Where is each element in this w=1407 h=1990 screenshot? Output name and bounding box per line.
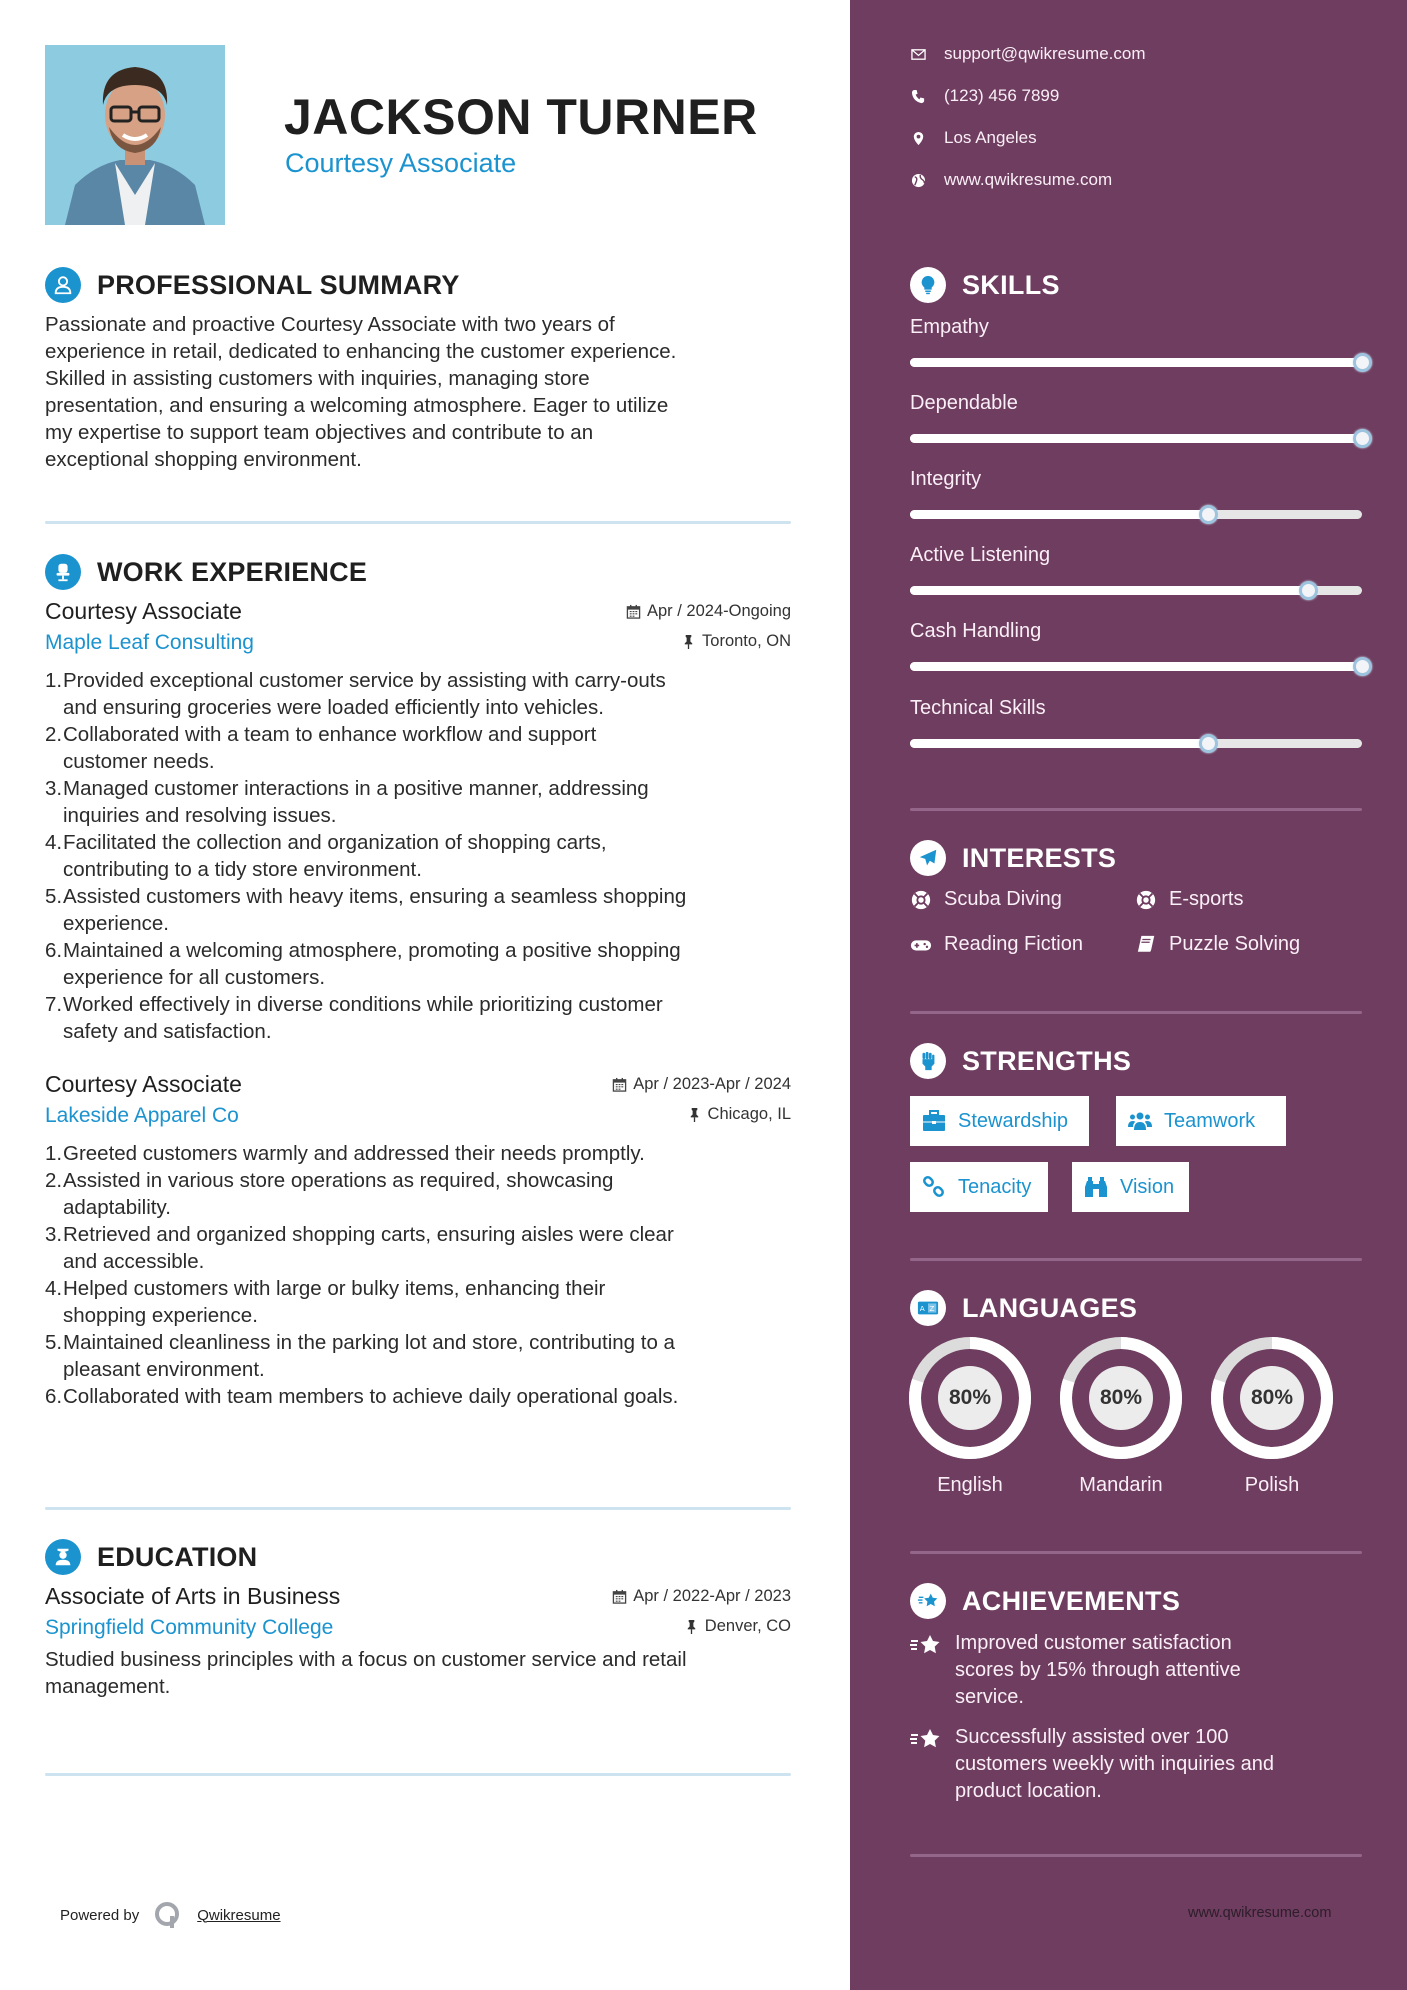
summary-line: Passionate and proactive Courtesy Associate with two years of — [45, 313, 615, 336]
phone-icon — [910, 88, 926, 104]
skill-slider-track[interactable] — [910, 662, 1362, 671]
footer-website-link[interactable]: www.qwikresume.com — [1188, 1905, 1332, 1921]
section-divider — [45, 1507, 791, 1510]
strength-chip-vision: Vision — [1072, 1162, 1189, 1212]
bullet-item: 1. Greeted customers warmly and addressed their needs promptly. — [45, 1142, 645, 1165]
section-divider — [45, 1773, 791, 1776]
website-text: www.qwikresume.com — [944, 170, 1113, 189]
education-entry — [45, 1583, 791, 1700]
interests-header — [910, 840, 1116, 876]
calendar-icon — [626, 604, 641, 619]
professional-summary-section — [45, 265, 791, 473]
shooting-star-icon — [910, 1726, 942, 1754]
education-dates — [612, 1587, 791, 1606]
life-ring-icon — [910, 889, 932, 911]
progress-ring — [1059, 1336, 1183, 1460]
company-name: Lakeside Apparel Co — [45, 1104, 239, 1127]
svg-text:A: A — [919, 1303, 925, 1313]
location-text: Denver, CO — [704, 1617, 791, 1635]
bullet-item: 5. Maintained cleanliness in the parking lot and store, contributing to a pleasant environment. — [45, 1331, 675, 1381]
section-divider — [910, 1258, 1362, 1261]
summary-line: exceptional shopping environment. — [45, 448, 362, 471]
section-header — [45, 1537, 791, 1577]
translate-icon — [910, 1290, 946, 1326]
section-header — [45, 265, 791, 305]
strength-chip-teamwork: Teamwork — [1116, 1096, 1286, 1146]
strength-chip-stewardship: Stewardship — [910, 1096, 1089, 1146]
powered-by-label: Powered by — [60, 1906, 140, 1924]
qwikresume-logo-icon — [153, 1900, 183, 1930]
book-icon — [1135, 934, 1157, 956]
language-percent: 80% — [1250, 1386, 1294, 1409]
shooting-star-icon — [910, 1583, 946, 1619]
bullet-item: 3. Retrieved and organized shopping carts, ensuring aisles were clear and accessible. — [45, 1223, 674, 1273]
section-title: INTERESTS — [962, 842, 1117, 873]
envelope-icon — [910, 46, 926, 62]
phone-text: (123) 456 7899 — [944, 86, 1060, 105]
svg-text:Z: Z — [929, 1303, 935, 1313]
achievement-item: Successfully assisted over 100 customers weekly with inquiries and product location. — [910, 1724, 1350, 1805]
paper-plane-icon — [910, 840, 946, 876]
bullet-item: 6. Collaborated with team members to achieve daily operational goals. — [45, 1385, 679, 1408]
location-text: Los Angeles — [944, 128, 1037, 147]
skill-slider-track[interactable] — [910, 434, 1362, 443]
candidate-title: Courtesy Associate — [285, 148, 517, 178]
company-name: Maple Leaf Consulting — [45, 631, 254, 654]
summary-line: Skilled in assisting customers with inquiries, managing store — [45, 367, 590, 390]
job-title: Courtesy Associate — [45, 598, 242, 624]
job-title: Courtesy Associate — [45, 1071, 242, 1097]
location-text: Toronto, ON — [702, 632, 791, 650]
profile-photo — [45, 45, 225, 225]
shooting-star-icon — [910, 1632, 942, 1660]
globe-icon — [910, 172, 926, 188]
location-text: Chicago, IL — [707, 1105, 791, 1123]
briefcase-icon — [922, 1110, 946, 1132]
bullet-item: 2. Assisted in various store operations as required, showcasing adaptability. — [45, 1169, 614, 1219]
date-range: Apr / 2023-Apr / 2024 — [633, 1075, 791, 1093]
binoculars-icon — [1084, 1176, 1108, 1198]
skill-technical-skills: Technical Skills — [910, 697, 1370, 720]
section-divider — [910, 1011, 1362, 1014]
link-icon — [922, 1176, 946, 1198]
summary-text — [45, 311, 791, 473]
skill-empathy: Empathy — [910, 316, 1370, 339]
email-text: support@qwikresume.com — [944, 44, 1146, 63]
section-divider — [910, 1854, 1362, 1857]
language-percent: 80% — [1099, 1386, 1143, 1409]
powered-by-footer — [60, 1900, 281, 1930]
school-name: Springfield Community College — [45, 1616, 334, 1639]
achievement-item: Improved customer satisfaction scores by 15% through attentive service. — [910, 1630, 1350, 1711]
bullet-item: 2. Collaborated with a team to enhance workflow and support customer needs. — [45, 723, 597, 773]
slider-knob[interactable] — [1299, 581, 1318, 600]
skill-slider-track[interactable] — [910, 586, 1362, 595]
raised-fist-icon — [910, 1043, 946, 1079]
degree-title: Associate of Arts in Business — [45, 1583, 341, 1609]
summary-line: my expertise to support team objectives and contribute to an — [45, 421, 594, 444]
skill-slider-track[interactable] — [910, 358, 1362, 367]
map-pin-icon — [910, 130, 926, 146]
bullet-item: 6. Maintained a welcoming atmosphere, promoting a positive shopping experience for all customers. — [45, 939, 681, 989]
job-bullets — [45, 1140, 791, 1410]
summary-line: presentation, and ensuring a welcoming atmosphere. Eager to utilize — [45, 394, 669, 417]
section-title: PROFESSIONAL SUMMARY — [97, 269, 460, 300]
life-ring-icon — [1135, 889, 1157, 911]
slider-knob[interactable] — [1199, 505, 1218, 524]
achievements-header — [910, 1583, 1180, 1619]
pushpin-icon — [684, 1619, 699, 1634]
slider-knob[interactable] — [1353, 429, 1372, 448]
section-title: WORK EXPERIENCE — [97, 556, 368, 587]
language-name: English — [937, 1474, 1003, 1496]
job-bullets — [45, 667, 791, 1045]
language-english — [908, 1336, 1032, 1497]
bullet-item: 5. Assisted customers with heavy items, ensuring a seamless shopping experience. — [45, 885, 687, 935]
interest-e-sports: E-sports — [1135, 888, 1243, 911]
progress-ring — [908, 1336, 1032, 1460]
education-section — [45, 1537, 791, 1700]
pushpin-icon — [681, 634, 696, 649]
candidate-name: JACKSON TURNER — [284, 89, 758, 145]
bullet-item: 7. Worked effectively in diverse conditions while prioritizing customer safety and satisfaction. — [45, 993, 663, 1043]
skills-header — [910, 267, 1060, 303]
slider-knob[interactable] — [1353, 657, 1372, 676]
bullet-item: 3. Managed customer interactions in a positive manner, addressing inquiries and resolving issues. — [45, 777, 649, 827]
contact-email[interactable] — [910, 44, 1146, 64]
pushpin-icon — [687, 1107, 702, 1122]
skill-slider-track[interactable] — [910, 739, 1362, 748]
person-photo-icon — [45, 45, 225, 225]
job-dates — [612, 1075, 791, 1094]
date-range: Apr / 2024-Ongoing — [646, 602, 791, 620]
bullet-item: 4. Facilitated the collection and organization of shopping carts, contributing to a tidy store environment. — [45, 831, 607, 881]
contact-website[interactable] — [910, 170, 1112, 190]
sidebar — [850, 0, 1407, 1990]
contact-location — [910, 128, 1037, 148]
gamepad-icon — [910, 934, 932, 956]
progress-ring — [1210, 1336, 1334, 1460]
strengths-header — [910, 1043, 1131, 1079]
slider-knob[interactable] — [1353, 353, 1372, 372]
section-title: EDUCATION — [97, 1541, 258, 1572]
section-title: ACHIEVEMENTS — [962, 1585, 1181, 1616]
strength-chip-tenacity: Tenacity — [910, 1162, 1048, 1212]
job-entry — [45, 598, 791, 1045]
job-location — [681, 632, 791, 651]
section-title: STRENGTHS — [962, 1045, 1132, 1076]
section-divider — [45, 521, 791, 524]
interest-puzzle-solving: Puzzle Solving — [1135, 933, 1300, 956]
work-experience-section — [45, 552, 791, 1410]
lightbulb-icon — [910, 267, 946, 303]
section-divider — [910, 808, 1362, 811]
section-title: SKILLS — [962, 269, 1060, 300]
users-icon — [1128, 1110, 1152, 1132]
office-chair-icon — [45, 554, 81, 590]
languages-header — [910, 1290, 1137, 1326]
section-header — [45, 552, 791, 592]
qwikresume-link[interactable]: Qwikresume — [197, 1906, 281, 1924]
language-name: Polish — [1244, 1474, 1300, 1496]
language-name: Mandarin — [1079, 1474, 1163, 1496]
skill-active-listening: Active Listening — [910, 544, 1370, 567]
education-description: Studied business principles with a focus on customer service and retail management. — [45, 1648, 687, 1698]
section-title: LANGUAGES — [962, 1292, 1138, 1323]
contact-phone[interactable] — [910, 86, 1059, 106]
job-dates — [626, 602, 791, 621]
user-icon — [45, 267, 81, 303]
slider-knob[interactable] — [1199, 734, 1218, 753]
job-location — [687, 1105, 791, 1124]
skill-slider-track[interactable] — [910, 510, 1362, 519]
summary-line: experience in retail, dedicated to enhancing the customer experience. — [45, 340, 677, 363]
calendar-icon — [612, 1077, 627, 1092]
date-range: Apr / 2022-Apr / 2023 — [633, 1587, 791, 1605]
language-polish — [1210, 1336, 1334, 1497]
graduate-icon — [45, 1539, 81, 1575]
bullet-item: 4. Helped customers with large or bulky items, enhancing their shopping experience. — [45, 1277, 606, 1327]
interest-scuba-diving: Scuba Diving — [910, 888, 1062, 911]
skill-dependable: Dependable — [910, 392, 1370, 415]
skill-integrity: Integrity — [910, 468, 1370, 491]
language-mandarin — [1059, 1336, 1183, 1497]
calendar-icon — [612, 1589, 627, 1604]
bullet-item: 1. Provided exceptional customer service by assisting with carry-outs and ensuring groceries were loaded efficiently into vehicles. — [45, 669, 666, 719]
language-percent: 80% — [948, 1386, 992, 1409]
interest-reading-fiction: Reading Fiction — [910, 933, 1083, 956]
skill-cash-handling: Cash Handling — [910, 620, 1370, 643]
education-location — [684, 1617, 791, 1636]
job-entry — [45, 1071, 791, 1410]
section-divider — [910, 1551, 1362, 1554]
